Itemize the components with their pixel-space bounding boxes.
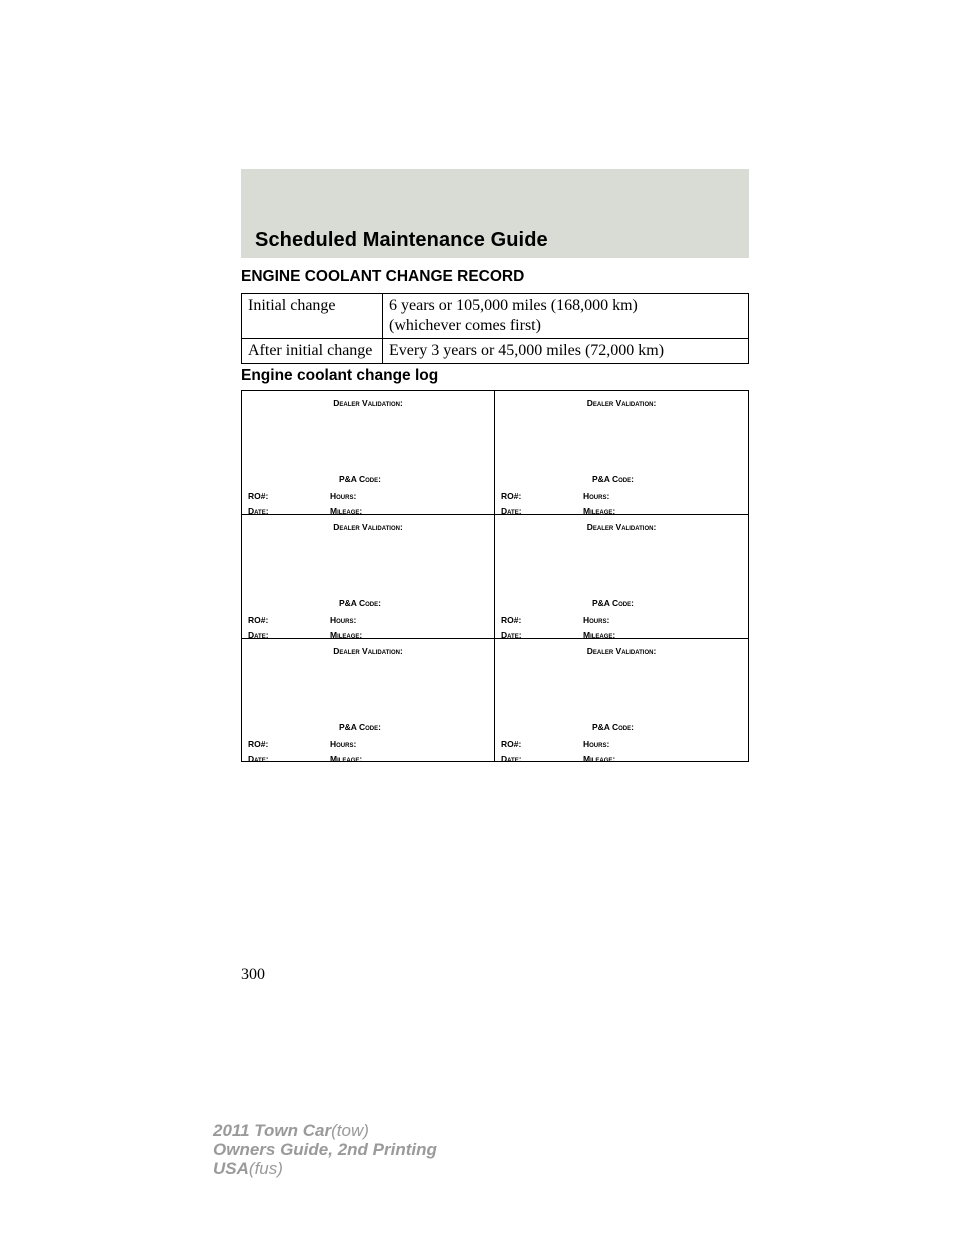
pa-code-label: P&A Code: (339, 721, 381, 732)
footer-line (213, 1140, 437, 1159)
footer-edition: Owners Guide, 2nd Printing (213, 1140, 437, 1159)
ro-number-label: RO#: (501, 615, 522, 626)
section-heading: ENGINE COOLANT CHANGE RECORD (241, 268, 525, 285)
ro-number-label: RO#: (248, 738, 269, 749)
page-number: 300 (241, 966, 265, 983)
mileage-label: Mileage: (330, 630, 363, 641)
ro-number-label: RO#: (248, 491, 269, 501)
table-row (242, 294, 749, 339)
row-value (383, 294, 749, 339)
coolant-change-record-table (241, 293, 749, 364)
log-heading: Engine coolant change log (241, 367, 439, 384)
row-value: Every 3 years or 45,000 miles (72,000 km) (383, 339, 749, 364)
mileage-label: Mileage: (330, 506, 363, 516)
date-label: Date: (501, 630, 522, 641)
footer-line (213, 1159, 437, 1178)
ro-number-label: RO#: (248, 615, 269, 626)
footer-model: 2011 Town Car (213, 1121, 332, 1140)
row-value-line: (whichever comes first) (389, 317, 541, 334)
mileage-label: Mileage: (583, 506, 616, 516)
footer-market-code: (fus) (248, 1159, 283, 1178)
date-label: Date: (501, 506, 522, 516)
mileage-label: Mileage: (583, 753, 616, 764)
table-row (242, 339, 749, 364)
log-entry-cell (495, 638, 748, 764)
hours-label: Hours: (583, 491, 610, 501)
footer-model-code: (tow) (331, 1121, 369, 1140)
mileage-label: Mileage: (330, 753, 363, 764)
footer (213, 1121, 437, 1178)
log-entry-cell (242, 638, 495, 764)
mileage-label: Mileage: (583, 630, 616, 641)
dealer-validation-label: Dealer Validation: (333, 645, 403, 656)
hours-label: Hours: (330, 738, 357, 749)
row-label: Initial change (242, 294, 383, 339)
pa-code-label: P&A Code: (339, 474, 381, 484)
log-entry-cell (495, 514, 748, 641)
dealer-validation-label: Dealer Validation: (333, 398, 403, 408)
page-title: Scheduled Maintenance Guide (255, 229, 548, 251)
log-entry-cell (242, 391, 495, 514)
dealer-validation-label: Dealer Validation: (333, 522, 403, 533)
pa-code-label: P&A Code: (339, 598, 381, 609)
coolant-change-log-grid (241, 390, 749, 762)
footer-line (213, 1121, 437, 1140)
hours-label: Hours: (330, 491, 357, 501)
hours-label: Hours: (583, 615, 610, 626)
date-label: Date: (248, 630, 269, 641)
pa-code-label: P&A Code: (592, 598, 634, 609)
ro-number-label: RO#: (501, 738, 522, 749)
hours-label: Hours: (330, 615, 357, 626)
dealer-validation-label: Dealer Validation: (586, 522, 657, 533)
ro-number-label: RO#: (501, 491, 522, 501)
header-band (241, 169, 749, 258)
date-label: Date: (248, 506, 269, 516)
log-entry-cell (495, 391, 748, 514)
dealer-validation-label: Dealer Validation: (586, 398, 657, 408)
hours-label: Hours: (583, 738, 610, 749)
dealer-validation-label: Dealer Validation: (586, 645, 657, 656)
footer-market: USA (213, 1159, 249, 1178)
date-label: Date: (501, 753, 522, 764)
date-label: Date: (248, 753, 269, 764)
pa-code-label: P&A Code: (592, 474, 634, 484)
pa-code-label: P&A Code: (592, 721, 634, 732)
log-entry-cell (242, 514, 495, 641)
row-value-line: 6 years or 105,000 miles (168,000 km) (389, 297, 638, 314)
row-label: After initial change (242, 339, 383, 364)
